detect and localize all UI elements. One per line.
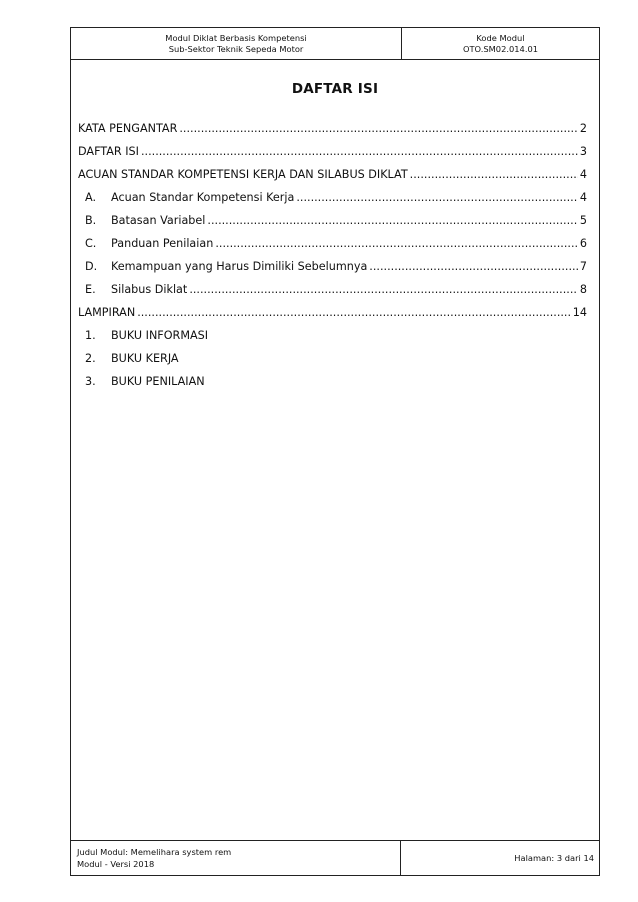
toc-leader-dots (179, 117, 578, 140)
toc-leader-dots (141, 140, 578, 163)
toc-leader-dots (215, 232, 578, 255)
toc-item-text: LAMPIRAN (78, 306, 136, 319)
page-title: DAFTAR ISI (291, 81, 379, 97)
header-module-type: Modul Diklat Berbasis Kompetensi (165, 32, 307, 43)
toc-item-text: Panduan Penilaian (111, 237, 214, 250)
toc-item[interactable] (78, 117, 587, 140)
toc-item-marker: 2. (85, 352, 96, 365)
toc-leader-dots (369, 255, 578, 278)
toc-item-marker: C. (85, 237, 97, 250)
toc-item[interactable] (78, 301, 587, 324)
toc-item-marker: E. (85, 283, 96, 296)
toc-item-page: 8 (579, 283, 587, 296)
toc-item-page: 5 (579, 214, 587, 227)
header-module-info (71, 28, 402, 59)
footer-module-info (71, 841, 401, 875)
table-of-contents (78, 117, 587, 393)
toc-item-text: ACUAN STANDAR KOMPETENSI KERJA DAN SILABUS DIKLAT (78, 168, 408, 181)
toc-item-marker: D. (85, 260, 98, 273)
toc-item-text: DAFTAR ISI (78, 145, 139, 158)
appendix-item[interactable] (78, 324, 587, 347)
header-module-code (401, 28, 600, 59)
toc-leader-dots (207, 209, 577, 232)
toc-item-page: 2 (579, 122, 587, 135)
toc-item-page: 4 (579, 168, 587, 181)
toc-item-text: Batasan Variabel (111, 214, 206, 227)
toc-item-page: 4 (579, 191, 587, 204)
toc-leader-dots (189, 278, 578, 301)
toc-item-marker: A. (85, 191, 97, 204)
header-subsector: Sub-Sektor Teknik Sepeda Motor (168, 43, 304, 54)
appendix-item[interactable] (78, 370, 587, 393)
toc-subitem[interactable] (78, 255, 587, 278)
toc-subitem[interactable] (78, 232, 587, 255)
toc-item-text: Kemampuan yang Harus Dimiliki Sebelumnya (111, 260, 368, 273)
page-footer (71, 840, 599, 875)
toc-item-page: 3 (579, 145, 587, 158)
footer-page-number: Halaman: 3 dari 14 (514, 853, 594, 863)
toc-item-text: Silabus Diklat (111, 283, 188, 296)
toc-item-text: KATA PENGANTAR (78, 122, 178, 135)
toc-item-marker: 1. (85, 329, 96, 342)
header-code-value: OTO.SM02.014.01 (462, 43, 539, 54)
appendix-item-text: BUKU KERJA (111, 352, 179, 365)
toc-leader-dots (410, 163, 578, 186)
appendix-item-text: BUKU INFORMASI (111, 329, 209, 342)
toc-item[interactable] (78, 163, 587, 186)
toc-item-text: Acuan Standar Kompetensi Kerja (111, 191, 295, 204)
toc-subitem[interactable] (78, 186, 587, 209)
toc-item[interactable] (78, 140, 587, 163)
toc-item-page: 7 (579, 260, 587, 273)
toc-item-page: 6 (579, 237, 587, 250)
toc-subitem[interactable] (78, 278, 587, 301)
footer-module-title: Judul Modul: Memelihara system rem (77, 847, 232, 857)
appendix-item-text: BUKU PENILAIAN (111, 375, 205, 388)
page-header (71, 28, 599, 60)
toc-leader-dots (296, 186, 578, 209)
document-frame (70, 27, 600, 876)
header-code-label: Kode Modul (476, 32, 525, 43)
toc-subitem[interactable] (78, 209, 587, 232)
toc-item-marker: 3. (85, 375, 96, 388)
toc-item-marker: B. (85, 214, 97, 227)
toc-leader-dots (137, 301, 571, 324)
footer-module-version: Modul - Versi 2018 (77, 859, 155, 869)
appendix-item[interactable] (78, 347, 587, 370)
toc-item-page: 14 (572, 306, 587, 319)
